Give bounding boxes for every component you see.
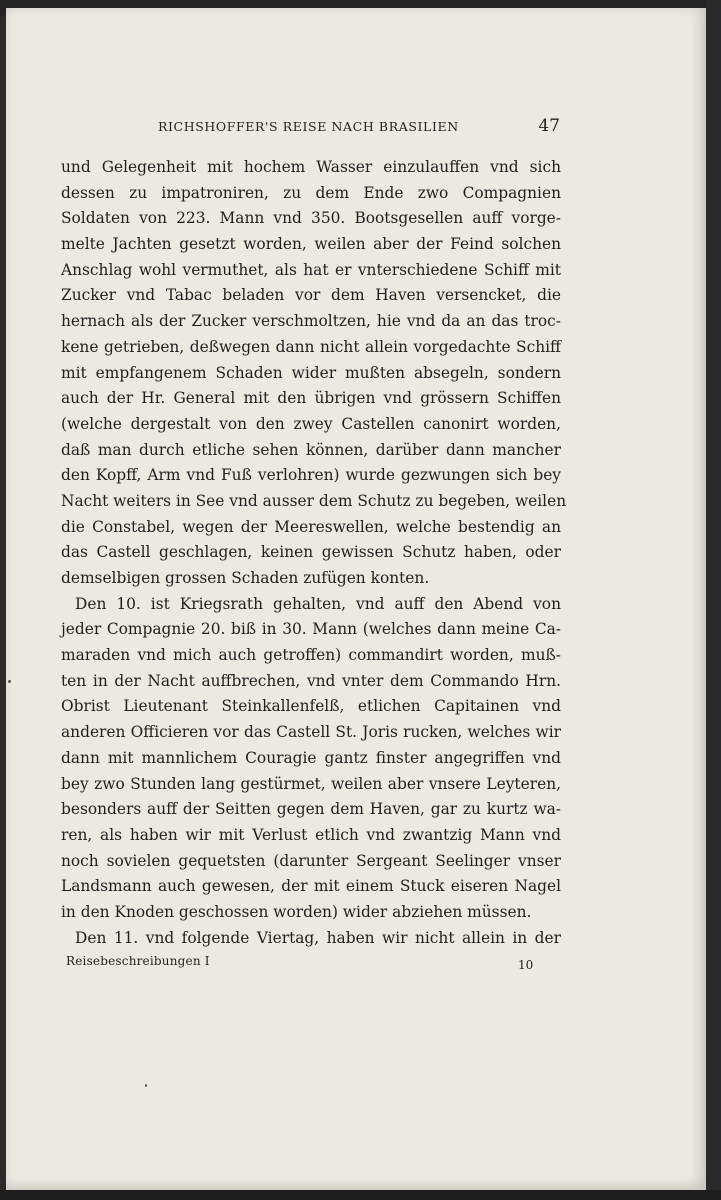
- scan-border-bottom: [0, 1190, 721, 1200]
- text-line: hernach als der Zucker verschmoltzen, hie vnd da an das troc-: [61, 312, 561, 331]
- text-line: anderen Officieren vor das Castell St. Joris rucken, welches wir: [61, 723, 561, 742]
- text-line: Nacht weiters in See vnd ausser dem Schutz zu begeben, weilen: [61, 491, 567, 510]
- sheet-number: 10: [518, 958, 534, 972]
- scan-border-right: [706, 0, 721, 1200]
- text-line-paragraph-end: demselbigen grossen Schaden zufügen konten.: [61, 569, 430, 587]
- text-line: und Gelegenheit mit hochem Wasser einzulauffen vnd sich: [61, 158, 561, 176]
- text-line-paragraph-start: Den 11. vnd folgende Viertag, haben wir nicht allein in der: [75, 928, 561, 947]
- page-number: 47: [538, 116, 560, 136]
- paper-speck: [8, 680, 11, 683]
- text-line: bey zwo Stunden lang gestürmet, weilen aber vnsere Leyteren,: [61, 774, 561, 793]
- text-line: dessen zu impatroniren, zu dem Ende zwo Compagnien: [61, 183, 561, 202]
- text-line: auch der Hr. General mit den übrigen vnd grössern Schiffen: [61, 389, 561, 408]
- text-line: Landsmann auch gewesen, der mit einem Stuck eiseren Nagel: [61, 877, 561, 896]
- text-line: jeder Compagnie 20. biß in 30. Mann (welches dann meine Ca-: [61, 620, 561, 639]
- text-line: besonders auff der Seitten gegen dem Haven, gar zu kurtz wa-: [61, 800, 561, 819]
- text-line: melte Jachten gesetzt worden, weilen aber der Feind solchen: [61, 235, 561, 254]
- body-text: [61, 155, 567, 951]
- text-line: die Constabel, wegen der Meereswellen, welche bestendig an: [61, 517, 561, 536]
- text-line: (welche dergestalt von den zwey Castellen canonirt worden,: [61, 414, 561, 433]
- text-line: Obrist Lieutenant Steinkallenfelß, etlichen Capitainen vnd: [61, 697, 561, 716]
- text-line: den Kopff, Arm vnd Fuß verlohren) wurde gezwungen sich bey: [61, 466, 561, 485]
- printer-signature: Reisebeschreibungen I: [66, 954, 210, 968]
- text-line: Anschlag wohl vermuthet, als hat er vnterschiedene Schiff mit: [61, 260, 561, 279]
- text-line: maraden vnd mich auch getroffen) commandirt worden, muß-: [61, 646, 561, 665]
- text-line: daß man durch etliche sehen können, darüber dann mancher: [61, 440, 561, 459]
- book-page: [6, 8, 706, 1190]
- text-line: kene getrieben, deßwegen dann nicht allein vorgedachte Schiff: [61, 337, 561, 356]
- text-line: mit empfangenem Schaden wider mußten absegeln, sondern: [61, 363, 561, 382]
- paper-speck: [145, 1084, 147, 1087]
- text-line: Soldaten von 223. Mann vnd 350. Bootsgesellen auff vorge-: [61, 209, 561, 228]
- text-line: das Castell geschlagen, keinen gewissen Schutz haben, oder: [61, 543, 561, 562]
- text-line-paragraph-end: in den Knoden geschossen worden) wider abziehen müssen.: [61, 902, 532, 921]
- text-line-paragraph-start: Den 10. ist Kriegsrath gehalten, vnd auff den Abend von: [75, 594, 561, 613]
- text-line: Zucker vnd Tabac beladen vor dem Haven versencket, die: [61, 286, 561, 305]
- text-line: dann mit mannlichem Couragie gantz finster angegriffen vnd: [61, 748, 561, 767]
- running-header: [158, 116, 560, 141]
- text-line: noch sovielen gequetsten (darunter Sergeant Seelinger vnser: [61, 851, 561, 870]
- text-line: ten in der Nacht auffbrechen, vnd vnter dem Commando Hrn.: [61, 671, 561, 690]
- running-title: RICHSHOFFER'S REISE NACH BRASILIEN: [158, 119, 459, 134]
- text-line: ren, als haben wir mit Verlust etlich vnd zwantzig Mann vnd: [61, 825, 561, 844]
